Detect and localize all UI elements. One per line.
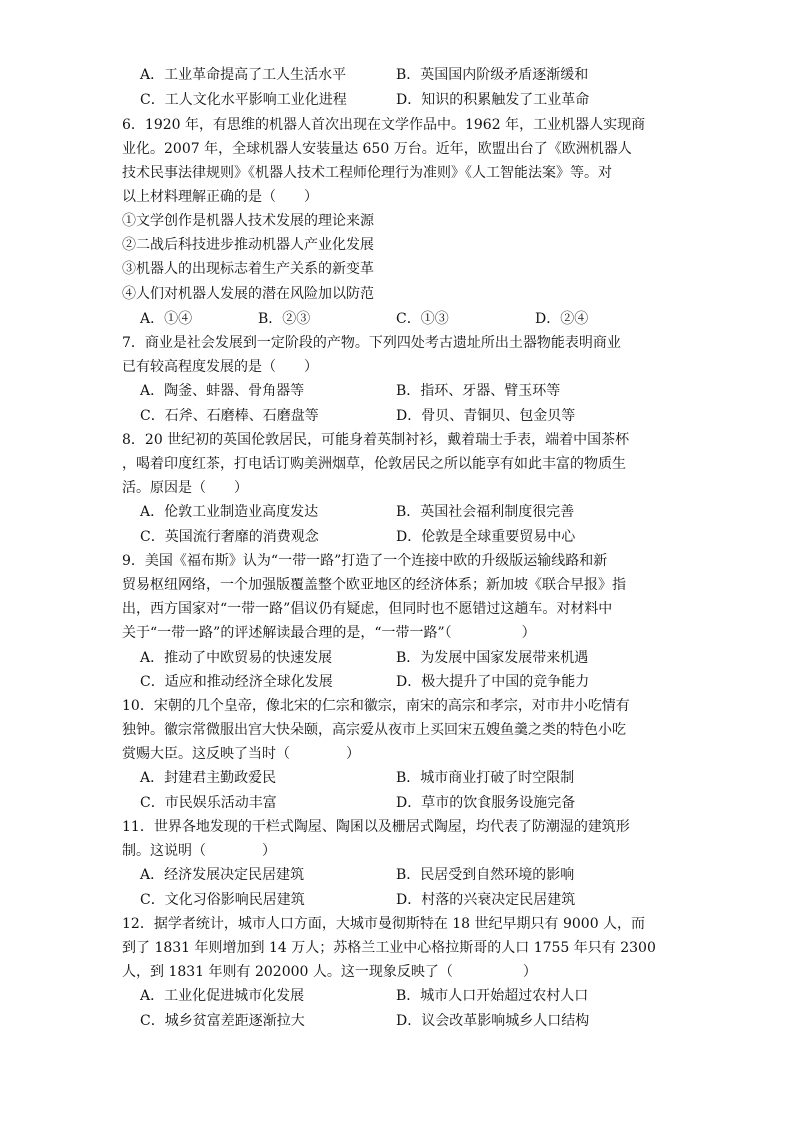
question-text-line: 关于“一带一路”的评述解读最合理的是，“一带一路”（ ） <box>122 625 536 641</box>
option-d: D．极大提升了中国的竞争能力 <box>396 674 590 690</box>
option-c: C．城乡贫富差距逐渐拉大 <box>140 1013 305 1029</box>
option-a: A．伦敦工业制造业高度发达 <box>140 504 319 520</box>
option-d: D．知识的积累触发了工业革命 <box>396 92 590 108</box>
option-c: C．①③ <box>396 311 449 327</box>
option-b: B．英国社会福利制度很完善 <box>396 504 575 520</box>
question-text-line: 以上材料理解正确的是（ ） <box>122 189 318 205</box>
statement-3: ③机器人的出现标志着生产关系的新变革 <box>122 261 374 277</box>
option-d: D．草市的饮食服务设施完备 <box>396 795 576 811</box>
question-text-line: 9．美国《福布斯》认为“一带一路”打造了一个连接中欧的升级版运输线路和新 <box>122 553 608 569</box>
option-b: B．英国国内阶级矛盾逐渐缓和 <box>396 67 589 83</box>
option-c: C．适应和推动经济全球化发展 <box>140 674 333 690</box>
question-text-line: 11．世界各地发现的干栏式陶屋、陶囷以及栅居式陶屋，均代表了防潮湿的建筑形 <box>122 819 630 835</box>
question-text-line: 已有较高程度发展的是（ ） <box>122 359 318 375</box>
option-c: C．英国流行奢靡的消费观念 <box>140 529 319 545</box>
statement-1: ①文学创作是机器人技术发展的理论来源 <box>122 213 374 229</box>
option-a: A．封建君主勤政爱民 <box>140 770 277 786</box>
question-text-line: 10．宋朝的几个皇帝，像北宋的仁宗和徽宗，南宋的高宗和孝宗，对市井小吃情有 <box>122 698 630 714</box>
question-text-line: 7．商业是社会发展到一定阶段的产物。下列四处考古遗址所出土器物能表明商业 <box>122 335 621 351</box>
question-text-line: 人，到 1831 年则有 202000 人。这一现象反映了（ ） <box>122 964 537 980</box>
option-b: B．②③ <box>258 311 311 327</box>
question-text-line: 技术民事法律规则》《机器人技术工程师伦理行为准则》《人工智能法案》等。对 <box>122 165 612 181</box>
option-a: A．工业革命提高了工人生活水平 <box>140 67 347 83</box>
option-c: C．市民娱乐活动丰富 <box>140 795 277 811</box>
option-a: A．陶釜、蚌器、骨角器等 <box>140 383 305 399</box>
option-c: C．工人文化水平影响工业化进程 <box>140 92 347 108</box>
option-c: C．文化习俗影响民居建筑 <box>140 892 305 908</box>
question-text-line: 出，西方国家对“一带一路”倡议仍有疑虑，但同时也不愿错过这趟车。对材料中 <box>122 601 613 617</box>
question-text-line: ，喝着印度红茶，打电话订购美洲烟草，伦敦居民之所以能享有如此丰富的物质生 <box>122 456 626 472</box>
question-text-line: 活。原因是（ ） <box>122 480 248 496</box>
option-d: D．村落的兴衰决定民居建筑 <box>396 892 576 908</box>
question-text-line: 赏赐大臣。这反映了当时（ ） <box>122 746 360 762</box>
statement-2: ②二战后科技进步推动机器人产业化发展 <box>122 237 374 253</box>
option-b: B．为发展中国家发展带来机遇 <box>396 650 589 666</box>
question-text-line: 6．1920 年，有思维的机器人首次出现在文学作品中。1962 年，工业机器人实现商 <box>122 117 646 133</box>
question-text-line: 12．据学者统计，城市人口方面，大城市曼彻斯特在 18 世纪早期只有 9000 人，而 <box>122 916 646 932</box>
option-b: B．指环、牙器、臂玉环等 <box>396 383 561 399</box>
question-text-line: 业化。2007 年，全球机器人安装量达 650 万台。近年，欧盟出台了《欧洲机器人 <box>122 141 632 157</box>
option-a: A．①④ <box>140 311 193 327</box>
question-text-line: 8．20 世纪初的英国伦敦居民，可能身着英制衬衫，戴着瑞士手表，端着中国茶杯 <box>122 432 630 448</box>
option-d: D．议会改革影响城乡人口结构 <box>396 1013 590 1029</box>
statement-4: ④人们对机器人发展的潜在风险加以防范 <box>122 286 374 302</box>
option-b: B．城市商业打破了时空限制 <box>396 770 575 786</box>
option-d: D．伦敦是全球重要贸易中心 <box>396 529 576 545</box>
option-a: A．经济发展决定民居建筑 <box>140 867 305 883</box>
option-b: B．城市人口开始超过农村人口 <box>396 988 589 1004</box>
option-d: D．②④ <box>535 311 589 327</box>
option-a: A．推动了中欧贸易的快速发展 <box>140 650 333 666</box>
question-text-line: 贸易枢纽网络，一个加强版覆盖整个欧亚地区的经济体系；新加坡《联合早报》指 <box>122 577 626 593</box>
option-c: C．石斧、石磨棒、石磨盘等 <box>140 408 319 424</box>
option-a: A．工业化促进城市化发展 <box>140 988 305 1004</box>
option-b: B．民居受到自然环境的影响 <box>396 867 575 883</box>
question-text-line: 制。这说明（ ） <box>122 843 276 859</box>
option-d: D．骨贝、青铜贝、包金贝等 <box>396 408 576 424</box>
question-text-line: 独钟。徽宗常微服出宫大快朵颐，高宗爱从夜市上买回宋五嫂鱼羹之类的特色小吃 <box>122 722 626 738</box>
question-text-line: 到了 1831 年则增加到 14 万人；苏格兰工业中心格拉斯哥的人口 1755 年只有 2300 <box>122 940 656 956</box>
